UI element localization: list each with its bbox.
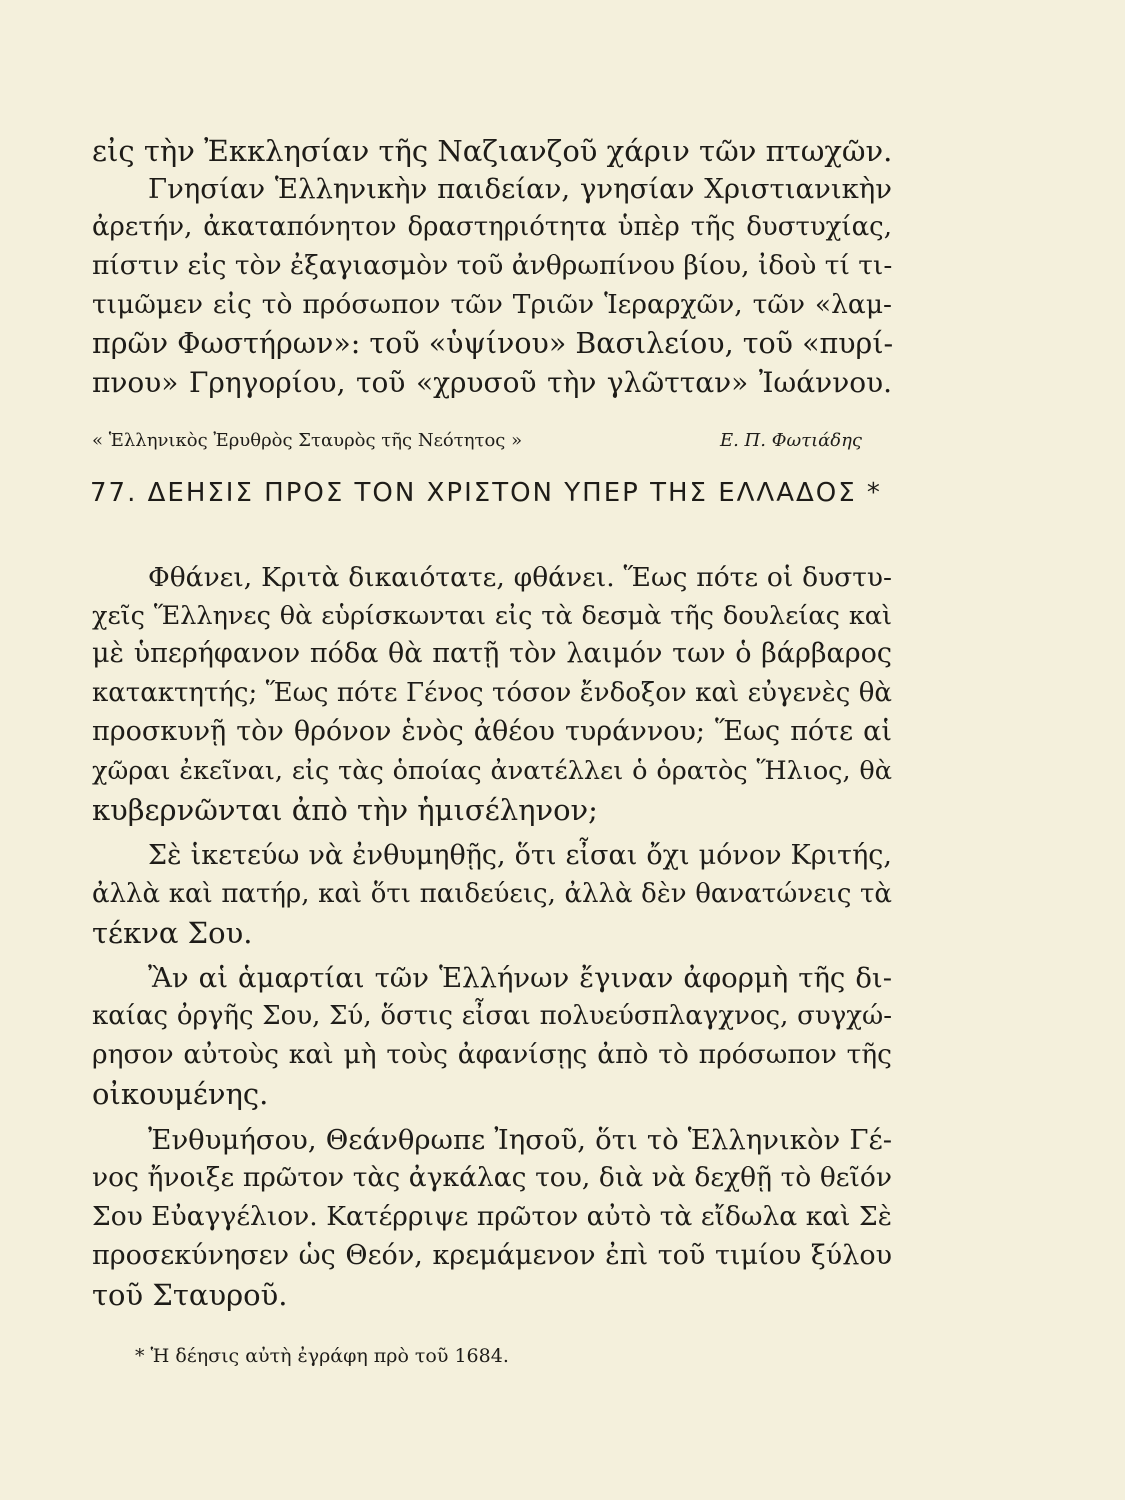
intro-line-3: ἀρετήν, ἀκαταπόνητον δραστηριότητα ὑπὲρ τῆς δυστυχίας,	[92, 212, 892, 242]
body-line-8: Σὲ ἱκετεύω νὰ ἐνθυμηθῇς, ὅτι εἶσαι ὄχι μόνον Κριτής,	[148, 840, 892, 871]
source-publication: « Ἑλληνικὸς Ἐρυθρὸς Σταυρὸς τῆς Νεότητος »	[92, 430, 523, 451]
body-line-7: κυβερνῶνται ἀπὸ τὴν ἡμισέληνον;	[92, 793, 598, 827]
body-line-17: Σου Εὐαγγέλιον. Κατέρριψε πρῶτον αὐτὸ τὰ εἴδωλα καὶ Σὲ	[92, 1201, 892, 1232]
body-line-5: προσκυνῇ τὸν θρόνον ἑνὸς ἀθέου τυράννου; Ἕως πότε αἱ	[92, 716, 892, 747]
footnote: * Ἡ δέησις αὐτὴ ἐγράφη πρὸ τοῦ 1684.	[135, 1345, 509, 1367]
body-line-4: κατακτητής; Ἕως πότε Γένος τόσον ἔνδοξον καὶ εὐγενὲς θὰ	[92, 678, 892, 708]
body-line-19: τοῦ Σταυροῦ.	[92, 1278, 288, 1312]
body-line-16: νος ἤνοιξε πρῶτον τὰς ἀγκάλας του, διὰ νὰ δεχθῇ τὸ θεῖόν	[92, 1162, 892, 1193]
intro-line-7: πνου» Γρηγορίου, τοῦ «χρυσοῦ τὴν γλῶτταν» Ἰωάννου.	[92, 366, 892, 399]
body-line-18: προσεκύνησεν ὡς Θεόν, κρεμάμενον ἐπὶ τοῦ τιμίου ξύλου	[92, 1240, 892, 1271]
intro-line-6: πρῶν Φωστήρων»: τοῦ «ὑψίνου» Βασιλείου, τοῦ «πυρί-	[92, 327, 894, 360]
body-line-10: τέκνα Σου.	[92, 916, 253, 950]
body-line-11: Ἂν αἱ ἁμαρτίαι τῶν Ἑλλήνων ἔγιναν ἀφορμὴ τῆς δι-	[148, 962, 892, 994]
body-line-9: ἀλλὰ καὶ πατήρ, καὶ ὅτι παιδεύεις, ἀλλὰ δὲν θανατώνεις τὰ	[92, 879, 892, 909]
body-line-6: χῶραι ἐκεῖναι, εἰς τὰς ὁποίας ἀνατέλλει ὁ ὁρατὸς Ἥλιος, θὰ	[92, 756, 892, 786]
section-heading: 77. ΔΕΗΣΙΣ ΠΡΟΣ ΤΟΝ ΧΡΙΣΤΟΝ ΥΠΕΡ ΤΗΣ ΕΛΛΑΔΟΣ *	[90, 478, 882, 508]
body-line-13: ρησον αὐτοὺς καὶ μὴ τοὺς ἀφανίσῃς ἀπὸ τὸ πρόσωπον τῆς	[92, 1039, 892, 1070]
body-line-2: χεῖς Ἕλληνες θὰ εὑρίσκωνται εἰς τὰ δεσμὰ τῆς δουλείας καὶ	[92, 601, 892, 631]
body-line-15: Ἐνθυμήσου, Θεάνθρωπε Ἰησοῦ, ὅτι τὸ Ἑλληνικὸν Γέ-	[148, 1124, 892, 1156]
source-author: Ε. Π. Φωτιάδης	[719, 430, 862, 451]
source-attribution	[92, 430, 892, 460]
intro-line-1: εἰς τὴν Ἐκκλησίαν τῆς Ναζιανζοῦ χάριν τῶν πτωχῶν.	[92, 134, 893, 168]
body-line-14: οἰκουμένης.	[92, 1077, 269, 1111]
body-line-1: Φθάνει, Κριτὰ δικαιότατε, φθάνει. Ἕως πότε οἱ δυστυ-	[148, 562, 892, 593]
intro-line-4: πίστιν εἰς τὸν ἐξαγιασμὸν τοῦ ἀνθρωπίνου βίου, ἰδοὺ τί τι-	[92, 250, 893, 281]
intro-line-2: Γνησίαν Ἑλληνικὴν παιδείαν, γνησίαν Χριστιανικὴν	[148, 173, 892, 205]
intro-line-5: τιμῶμεν εἰς τὸ πρόσωπον τῶν Τριῶν Ἱεραρχῶν, τῶν «λαμ-	[92, 289, 892, 320]
body-line-12: καίας ὀργῆς Σου, Σύ, ὅστις εἶσαι πολυεύσπλαγχνος, συγχώ-	[92, 1001, 892, 1031]
body-line-3: μὲ ὑπερήφανον πόδα θὰ πατῇ τὸν λαιμόν των ὁ βάρβαρος	[92, 638, 892, 669]
